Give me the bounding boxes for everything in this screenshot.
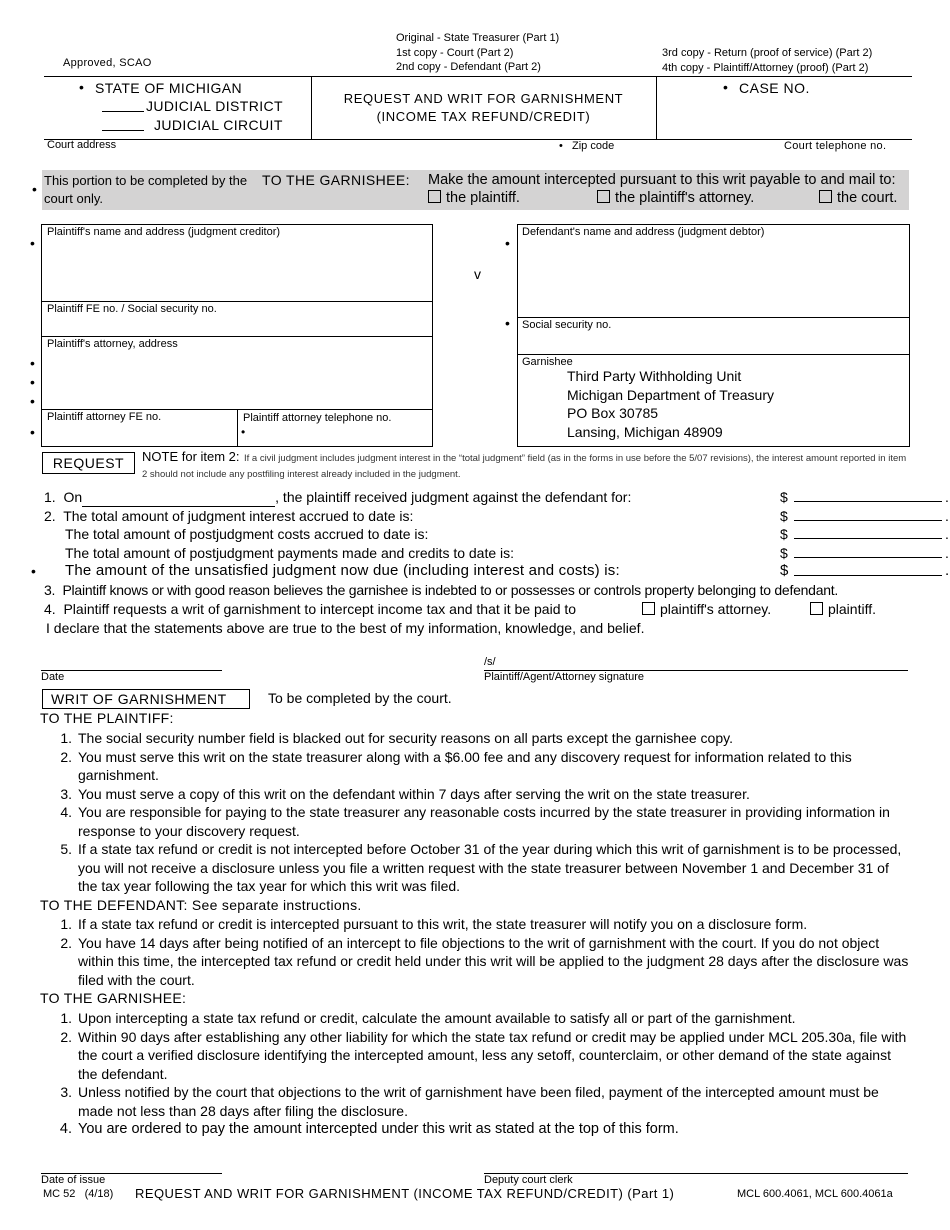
district-label: JUDICIAL DISTRICT <box>146 98 283 114</box>
paid-to-attorney-checkbox[interactable] <box>642 602 655 615</box>
request-item-2c: The total amount of postjudgment payments made and credits to date is: $ . <box>65 545 949 561</box>
list-item: 1. The social security number field is blacked out for security reasons on all parts except the garnishee copy. <box>60 730 733 746</box>
plaintiff-name-field[interactable]: Plaintiff's name and address (judgment creditor) <box>47 226 281 238</box>
attorney-fe-field[interactable]: Plaintiff attorney FE no. <box>47 411 162 423</box>
request-item-2b: The total amount of postjudgment costs accrued to date is: $ . <box>65 526 949 542</box>
request-item-2: 2. The total amount of judgment interest accrued to date is: $ . <box>44 508 949 524</box>
to-plaintiff-heading: TO THE PLAINTIFF: <box>40 710 174 726</box>
defendant-instructions <box>41 915 911 989</box>
paid-to-plaintiff-option[interactable]: plaintiff. <box>810 600 876 619</box>
request-item-2d: The amount of the unsatisfied judgment now due (including interest and costs) is: $ . <box>65 562 950 579</box>
list-item: 4. You are responsible for paying to the state treasurer any reasonable costs incurred by the state treasurer in providing information in response to your discovery request. <box>60 804 890 839</box>
list-item: 2. You have 14 days after being notified of an intercept to file objections to the writ of garnishment with the court. If you do not object within this time, the intercepted tax refund or credit held under this writ will be applied to the judgment 28 days after the disclosure was filed with the court. <box>60 934 909 988</box>
writ-court-note: To be completed by the court. <box>268 690 452 706</box>
list-item: 3. You must serve a copy of this writ on the defendant within 7 days after serving the writ on the state treasurer. <box>60 785 750 802</box>
payee-court-checkbox[interactable] <box>819 190 832 203</box>
list-item: 4. You are ordered to pay the amount intercepted under this writ as stated at the top of this form. <box>59 1121 679 1137</box>
list-item: 1. If a state tax refund or credit is intercepted pursuant to this writ, the state treasurer will notify you on a disclosure form. <box>60 916 808 932</box>
to-garnishee-heading: TO THE GARNISHEE: <box>262 172 410 188</box>
copy-distribution-right: 3rd copy - Return (proof of service) (Part 2) 4th copy - Plaintiff/Attorney (proof) (Part 2) <box>662 47 873 74</box>
request-item-3: 3. Plaintiff knows or with good reason believes the garnishee is indebted to or possesses or controls property belonging to defendant. <box>44 582 839 598</box>
declaration: I declare that the statements above are true to the best of my information, knowledge, and belief. <box>46 620 645 636</box>
judgment-interest-field[interactable] <box>794 507 942 521</box>
date-of-issue-label: Date of issue <box>41 1174 106 1186</box>
signature-label: Plaintiff/Agent/Attorney signature <box>484 671 645 683</box>
postjudgment-payments-field[interactable] <box>794 544 942 558</box>
copy-distribution-left: Original - State Treasurer (Part 1) 1st copy - Court (Part 2) 2nd copy - Defendant (Part 2) <box>396 32 560 73</box>
case-number-label: CASE NO. <box>739 80 810 96</box>
list-item: 1. Upon intercepting a state tax refund or credit, calculate the amount available to satisfy all or part of the garnishment. <box>60 1010 796 1026</box>
plaintiff-instructions <box>41 729 911 896</box>
court-box-divider-2 <box>656 76 657 139</box>
list-item: 2. You must serve this writ on the state treasurer along with a $6.00 fee and any discovery request for information related to this garnishment. <box>60 748 852 783</box>
zip-code-label: Zip code <box>572 140 615 152</box>
court-box-bottom-rule <box>44 139 912 140</box>
date-line[interactable] <box>41 670 222 671</box>
list-item: 3. Unless notified by the court that objections to the writ of garnishment have been filed, payment of the intercepted amount must be made not less than 28 days after filing the disclosure. <box>60 1084 879 1119</box>
circuit-label: JUDICIAL CIRCUIT <box>154 117 283 133</box>
request-item-4: 4. Plaintiff requests a writ of garnishment to intercept income tax and that it be paid to plaintiff's attorney. plaintiff. <box>44 601 876 617</box>
defendant-ssn-field[interactable]: Social security no. <box>522 319 612 331</box>
state-label: STATE OF MICHIGAN <box>95 80 243 96</box>
district-number-field[interactable] <box>102 98 144 112</box>
list-item: 2. Within 90 days after establishing any other liability for which the state tax refund or credit may be applied under MCL 205.30a, file with the court a verified disclosure identifying the intercepted amount, less any setoff, counterclaim, or other demand of the state against the defendant. <box>60 1028 907 1082</box>
clerk-label: Deputy court clerk <box>484 1174 573 1186</box>
statute-reference: MCL 600.4061, MCL 600.4061a <box>737 1188 893 1200</box>
court-only-note: This portion to be completed by the court only. <box>44 173 248 206</box>
signature-value: /s/ <box>484 656 496 668</box>
date-label: Date <box>41 671 65 683</box>
court-address-label: Court address <box>47 139 117 151</box>
payee-option-plaintiff[interactable]: the plaintiff. <box>428 190 520 206</box>
judgment-date-field[interactable] <box>82 493 275 507</box>
to-garnishee-instructions-heading: TO THE GARNISHEE: <box>40 990 187 1006</box>
request-section-label: REQUEST <box>42 452 135 474</box>
payee-option-court[interactable]: the court. <box>819 190 897 206</box>
form-number: MC 52 (4/18) <box>43 1188 114 1200</box>
payee-attorney-checkbox[interactable] <box>597 190 610 203</box>
attorney-phone-field[interactable]: Plaintiff attorney telephone no. <box>243 412 392 424</box>
plaintiff-fe-field[interactable]: Plaintiff FE no. / Social security no. <box>47 303 217 315</box>
payable-instruction: Make the amount intercepted pursuant to this writ payable to and mail to: <box>428 172 896 188</box>
court-phone-label: Court telephone no. <box>784 140 887 152</box>
top-rule <box>44 76 912 77</box>
payee-plaintiff-checkbox[interactable] <box>428 190 441 203</box>
list-item: 5. If a state tax refund or credit is not intercepted before October 31 of the year during which this writ of garnishment is to be processed, you will not receive a disclosure unless you file a written request with the state treasurer between November 1 and December 31 of the tax year following the tax year for which this writ was filed. <box>60 841 902 894</box>
payee-option-attorney[interactable]: the plaintiff's attorney. <box>597 190 754 206</box>
circuit-number-field[interactable] <box>102 117 144 131</box>
judgment-amount-field[interactable] <box>794 488 942 502</box>
garnishee-instructions <box>41 1009 911 1139</box>
footer-form-title: REQUEST AND WRIT FOR GARNISHMENT (INCOME TAX REFUND/CREDIT) (Part 1) <box>135 1186 675 1201</box>
to-defendant-heading: TO THE DEFENDANT: See separate instructions. <box>40 897 362 913</box>
garnishee-label: Garnishee <box>522 356 573 368</box>
plaintiff-attorney-field[interactable]: Plaintiff's attorney, address <box>47 338 178 350</box>
writ-section-label: WRIT OF GARNISHMENT <box>42 689 250 709</box>
unsatisfied-judgment-field[interactable] <box>794 562 942 576</box>
versus-label: v <box>474 266 481 282</box>
postjudgment-costs-field[interactable] <box>794 525 942 539</box>
interest-note: NOTE for item 2: If a civil judgment includes judgment interest in the “total judgment” field (as in the forms in use before the 5/07 revisions), the interest amount reported in item 2 should not include any postfiling interest already included in the judgment. <box>142 449 907 480</box>
approved-label: Approved, SCAO <box>63 57 152 69</box>
paid-to-plaintiff-checkbox[interactable] <box>810 602 823 615</box>
request-item-1: 1. On , the plaintiff received judgment against the defendant for: $ . <box>44 489 949 505</box>
form-title: REQUEST AND WRIT FOR GARNISHMENT (INCOME TAX REFUND/CREDIT) <box>343 91 624 124</box>
garnishee-address: Third Party Withholding Unit Michigan Department of Treasury PO Box 30785 Lansing, Michigan 48909 <box>567 368 774 440</box>
paid-to-attorney-option[interactable]: plaintiff's attorney. <box>642 600 771 619</box>
defendant-name-field[interactable]: Defendant's name and address (judgment debtor) <box>522 226 765 238</box>
